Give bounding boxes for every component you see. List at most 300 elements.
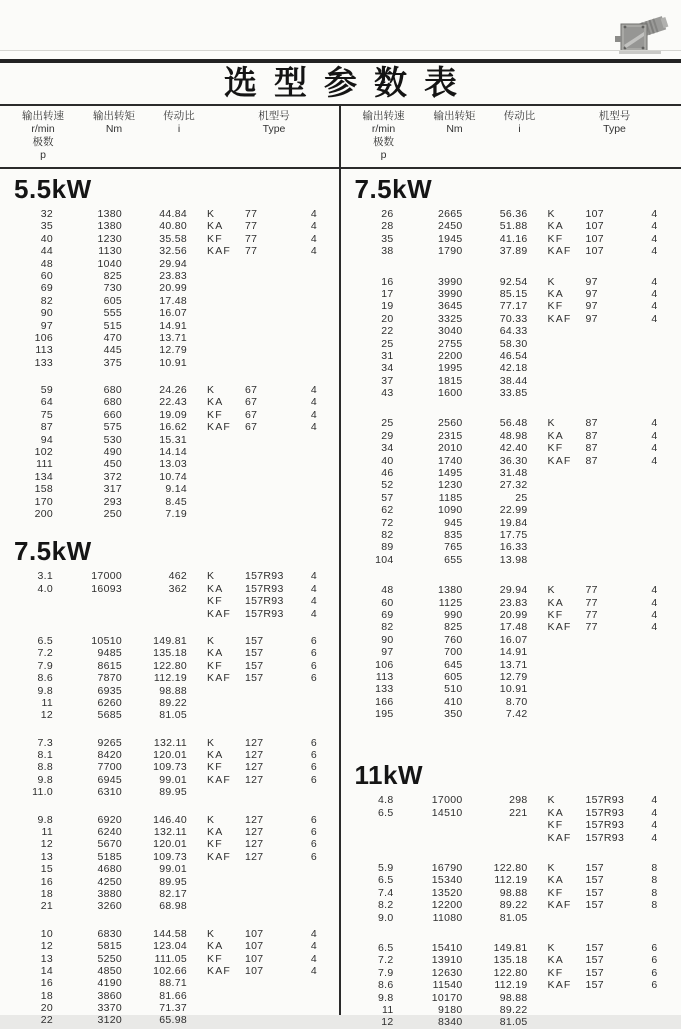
ratio-cell	[122, 608, 187, 620]
poles-cell: 4	[640, 584, 670, 596]
type-size-cell	[244, 483, 299, 495]
speed-cell: 7.9	[345, 967, 394, 979]
torque-cell: 375	[53, 357, 122, 369]
type-prefix-cell: KAF	[187, 774, 244, 786]
poles-cell: 4	[640, 819, 670, 831]
type-prefix-cell	[528, 504, 585, 516]
speed-cell: 15	[4, 863, 53, 875]
speed-cell: 69	[4, 282, 53, 294]
torque-cell: 730	[53, 282, 122, 294]
type-size-cell	[244, 471, 299, 483]
type-prefix-cell	[528, 683, 585, 695]
table-row	[4, 647, 339, 659]
power-section-heading: 5.5kW	[14, 174, 339, 204]
type-prefix-cell: KAF	[528, 245, 585, 257]
type-size-cell	[585, 992, 640, 1004]
poles-cell	[640, 708, 670, 720]
type-size-cell: 97	[585, 288, 640, 300]
type-prefix-cell	[187, 282, 244, 294]
torque-cell: 700	[394, 646, 463, 658]
torque-cell: 13520	[394, 887, 463, 899]
data-block	[345, 942, 681, 1029]
table-row	[4, 295, 339, 307]
speed-cell	[4, 608, 53, 620]
type-size-cell	[585, 1004, 640, 1016]
torque-cell: 3990	[394, 288, 463, 300]
torque-cell: 410	[394, 696, 463, 708]
poles-cell	[640, 683, 670, 695]
speed-cell: 20	[4, 1002, 53, 1014]
speed-cell: 90	[4, 307, 53, 319]
type-size-cell	[585, 708, 640, 720]
speed-cell: 97	[345, 646, 394, 658]
type-prefix-cell: KF	[528, 300, 585, 312]
table-row	[345, 646, 681, 658]
ratio-cell: 144.58	[122, 928, 187, 940]
poles-cell	[299, 471, 329, 483]
ratio-cell: 12.79	[122, 344, 187, 356]
poles-cell	[299, 344, 329, 356]
table-row	[4, 953, 339, 965]
speed-cell: 17	[345, 288, 394, 300]
table-row	[4, 344, 339, 356]
poles-cell	[299, 990, 329, 1002]
speed-cell: 106	[345, 659, 394, 671]
torque-cell: 510	[394, 683, 463, 695]
table-row	[4, 421, 339, 433]
ratio-cell: 89.22	[463, 1004, 528, 1016]
ratio-cell: 98.88	[463, 887, 528, 899]
header-type-unit: Type	[553, 123, 677, 136]
ratio-cell	[122, 595, 187, 607]
torque-cell: 6935	[53, 685, 122, 697]
poles-cell: 6	[640, 967, 670, 979]
poles-cell	[299, 876, 329, 888]
speed-cell: 34	[345, 442, 394, 454]
torque-cell: 6945	[53, 774, 122, 786]
ratio-cell: 85.15	[463, 288, 528, 300]
ratio-cell: 99.01	[122, 774, 187, 786]
torque-cell: 825	[394, 621, 463, 633]
type-prefix-cell: KF	[187, 595, 244, 607]
ratio-cell: 89.22	[122, 697, 187, 709]
poles-cell: 4	[299, 220, 329, 232]
torque-cell	[394, 832, 463, 844]
poles-cell	[299, 332, 329, 344]
ratio-cell: 17.48	[122, 295, 187, 307]
torque-cell: 2200	[394, 350, 463, 362]
type-prefix-cell: KF	[187, 838, 244, 850]
type-prefix-cell	[528, 1016, 585, 1028]
ratio-cell: 132.11	[122, 826, 187, 838]
speed-cell: 4.8	[345, 794, 394, 806]
poles-cell: 4	[640, 621, 670, 633]
type-size-cell: 77	[244, 220, 299, 232]
type-size-cell: 107	[244, 965, 299, 977]
speed-cell: 11	[345, 1004, 394, 1016]
ratio-cell: 10.91	[463, 683, 528, 695]
ratio-cell: 56.36	[463, 208, 528, 220]
table-row	[4, 965, 339, 977]
poles-cell: 4	[640, 220, 670, 232]
table-row	[345, 387, 681, 399]
torque-cell: 11080	[394, 912, 463, 924]
ratio-cell: 22.99	[463, 504, 528, 516]
poles-cell: 4	[640, 455, 670, 467]
speed-cell: 60	[4, 270, 53, 282]
data-block	[4, 384, 339, 520]
ratio-cell: 13.03	[122, 458, 187, 470]
torque-cell: 660	[53, 409, 122, 421]
ratio-cell: 89.95	[122, 786, 187, 798]
table-row	[345, 708, 681, 720]
type-size-cell	[585, 517, 640, 529]
type-prefix-cell: K	[528, 942, 585, 954]
ratio-cell: 16.62	[122, 421, 187, 433]
table-body-right	[341, 169, 681, 1029]
type-prefix-cell: K	[187, 737, 244, 749]
table-row	[4, 761, 339, 773]
header-ratio-label: 传动比	[487, 110, 553, 123]
torque-cell: 12630	[394, 967, 463, 979]
torque-cell: 15410	[394, 942, 463, 954]
table-row	[345, 794, 681, 806]
table-row	[4, 332, 339, 344]
poles-cell	[640, 671, 670, 683]
type-prefix-cell	[528, 659, 585, 671]
speed-cell: 8.6	[345, 979, 394, 991]
type-prefix-cell	[187, 685, 244, 697]
poles-cell: 4	[640, 832, 670, 844]
type-prefix-cell	[528, 479, 585, 491]
type-prefix-cell: KF	[187, 953, 244, 965]
type-size-cell	[244, 508, 299, 520]
torque-cell: 765	[394, 541, 463, 553]
speed-cell: 133	[4, 357, 53, 369]
speed-cell	[345, 819, 394, 831]
type-size-cell	[244, 977, 299, 989]
type-size-cell: 157	[585, 874, 640, 886]
table-row	[4, 508, 339, 520]
table-row	[345, 1004, 681, 1016]
type-size-cell: 107	[244, 928, 299, 940]
ratio-cell: 122.80	[463, 862, 528, 874]
torque-cell: 6310	[53, 786, 122, 798]
type-prefix-cell	[187, 697, 244, 709]
torque-cell: 10510	[53, 635, 122, 647]
torque-cell: 445	[53, 344, 122, 356]
type-prefix-cell: KF	[187, 233, 244, 245]
type-prefix-cell: KA	[528, 807, 585, 819]
type-prefix-cell	[528, 671, 585, 683]
torque-cell: 17000	[53, 570, 122, 582]
power-section	[345, 720, 681, 1028]
speed-cell: 21	[4, 900, 53, 912]
table-row	[345, 1016, 681, 1028]
ratio-cell: 99.01	[122, 863, 187, 875]
table-row	[4, 208, 339, 220]
speed-cell: 46	[345, 467, 394, 479]
type-prefix-cell	[187, 295, 244, 307]
table-row	[345, 696, 681, 708]
type-size-cell: 157R93	[244, 570, 299, 582]
poles-cell: 4	[640, 430, 670, 442]
poles-cell	[640, 387, 670, 399]
ratio-cell: 16.33	[463, 541, 528, 553]
type-prefix-cell	[528, 912, 585, 924]
type-size-cell	[585, 1016, 640, 1028]
type-size-cell: 107	[585, 208, 640, 220]
torque-cell: 825	[53, 270, 122, 282]
table-row	[4, 446, 339, 458]
ratio-cell: 123.04	[122, 940, 187, 952]
table-row	[4, 608, 339, 620]
torque-cell: 555	[53, 307, 122, 319]
speed-cell: 22	[345, 325, 394, 337]
table-row	[4, 409, 339, 421]
ratio-cell: 12.79	[463, 671, 528, 683]
table-row	[4, 595, 339, 607]
data-block	[4, 737, 339, 799]
header-type	[553, 110, 677, 136]
ratio-cell: 22.43	[122, 396, 187, 408]
speed-cell: 38	[345, 245, 394, 257]
header-ratio-unit: i	[146, 123, 212, 136]
torque-cell: 2450	[394, 220, 463, 232]
torque-cell: 680	[53, 384, 122, 396]
table-row	[345, 992, 681, 1004]
torque-cell: 1945	[394, 233, 463, 245]
poles-cell	[640, 1016, 670, 1028]
header-speed-unit: r/min	[4, 123, 82, 136]
type-prefix-cell: KAF	[187, 608, 244, 620]
speed-cell: 113	[4, 344, 53, 356]
poles-cell: 4	[299, 940, 329, 952]
type-size-cell	[244, 258, 299, 270]
poles-cell	[640, 338, 670, 350]
table-row	[4, 786, 339, 798]
torque-cell: 16790	[394, 862, 463, 874]
type-size-cell	[244, 357, 299, 369]
type-size-cell	[585, 634, 640, 646]
power-section	[345, 171, 681, 720]
torque-cell: 13910	[394, 954, 463, 966]
ratio-cell: 58.30	[463, 338, 528, 350]
type-prefix-cell	[187, 786, 244, 798]
torque-cell: 3990	[394, 276, 463, 288]
type-size-cell	[244, 434, 299, 446]
table-row	[345, 529, 681, 541]
table-row	[345, 584, 681, 596]
torque-cell: 1815	[394, 375, 463, 387]
type-size-cell: 127	[244, 851, 299, 863]
type-size-cell	[585, 683, 640, 695]
type-size-cell: 67	[244, 421, 299, 433]
poles-cell	[299, 496, 329, 508]
table-row	[345, 245, 681, 257]
table-left-half	[0, 106, 341, 1015]
speed-cell: 89	[345, 541, 394, 553]
speed-cell: 20	[345, 313, 394, 325]
speed-cell: 69	[345, 609, 394, 621]
type-size-cell: 67	[244, 409, 299, 421]
poles-cell	[640, 325, 670, 337]
speed-cell: 9.0	[345, 912, 394, 924]
ratio-cell: 462	[122, 570, 187, 582]
poles-cell	[640, 554, 670, 566]
torque-cell: 9180	[394, 1004, 463, 1016]
type-prefix-cell: KAF	[528, 832, 585, 844]
type-size-cell: 107	[244, 940, 299, 952]
type-prefix-cell	[528, 517, 585, 529]
poles-cell: 6	[299, 660, 329, 672]
torque-cell: 760	[394, 634, 463, 646]
ratio-cell: 32.56	[122, 245, 187, 257]
poles-cell	[640, 696, 670, 708]
table-row	[4, 888, 339, 900]
type-size-cell: 157	[585, 979, 640, 991]
table-row	[345, 671, 681, 683]
header-speed	[345, 110, 423, 136]
poles-cell: 6	[299, 851, 329, 863]
poles-cell: 4	[299, 245, 329, 257]
type-prefix-cell: KAF	[528, 899, 585, 911]
type-size-cell: 157	[585, 942, 640, 954]
table-row	[4, 940, 339, 952]
type-size-cell	[244, 282, 299, 294]
table-row	[345, 208, 681, 220]
type-prefix-cell: KF	[528, 967, 585, 979]
table-row	[4, 357, 339, 369]
ratio-cell: 10.74	[122, 471, 187, 483]
speed-cell: 6.5	[345, 942, 394, 954]
speed-cell: 9.8	[4, 814, 53, 826]
type-prefix-cell	[528, 541, 585, 553]
table-row	[345, 325, 681, 337]
type-prefix-cell	[187, 258, 244, 270]
table-row	[345, 912, 681, 924]
poles-cell: 4	[640, 288, 670, 300]
speed-cell: 37	[345, 375, 394, 387]
poles-cell	[299, 508, 329, 520]
table-row	[345, 541, 681, 553]
torque-cell: 645	[394, 659, 463, 671]
poles-cell: 4	[299, 409, 329, 421]
type-prefix-cell: KA	[187, 647, 244, 659]
speed-cell: 111	[4, 458, 53, 470]
table-row	[345, 683, 681, 695]
poles-cell: 4	[299, 595, 329, 607]
poles-cell	[640, 912, 670, 924]
torque-cell: 8340	[394, 1016, 463, 1028]
type-prefix-cell: K	[528, 276, 585, 288]
type-size-cell: 107	[585, 245, 640, 257]
poles-cell	[640, 1004, 670, 1016]
torque-cell: 4190	[53, 977, 122, 989]
type-size-cell	[585, 479, 640, 491]
table-row	[345, 659, 681, 671]
header-ratio-unit: i	[487, 123, 553, 136]
torque-cell: 15340	[394, 874, 463, 886]
table-row	[345, 313, 681, 325]
torque-cell: 8615	[53, 660, 122, 672]
table-row	[345, 597, 681, 609]
type-prefix-cell: KA	[187, 220, 244, 232]
torque-cell: 2315	[394, 430, 463, 442]
ratio-cell: 14.91	[122, 320, 187, 332]
speed-cell: 75	[4, 409, 53, 421]
torque-cell: 5685	[53, 709, 122, 721]
table-row	[345, 554, 681, 566]
torque-cell: 4250	[53, 876, 122, 888]
torque-cell: 3260	[53, 900, 122, 912]
type-size-cell	[585, 541, 640, 553]
torque-cell: 680	[53, 396, 122, 408]
data-block	[345, 794, 681, 844]
type-size-cell	[244, 446, 299, 458]
power-section-heading: 7.5kW	[355, 174, 681, 204]
speed-cell: 28	[345, 220, 394, 232]
speed-cell: 90	[345, 634, 394, 646]
type-prefix-cell: KA	[528, 954, 585, 966]
speed-cell: 94	[4, 434, 53, 446]
speed-cell: 62	[345, 504, 394, 516]
table-row	[345, 430, 681, 442]
top-thick-rule	[0, 59, 681, 63]
selection-table	[0, 104, 681, 1015]
ratio-cell: 51.88	[463, 220, 528, 232]
torque-cell: 1040	[53, 258, 122, 270]
type-prefix-cell	[187, 508, 244, 520]
speed-cell: 166	[345, 696, 394, 708]
type-size-cell: 127	[244, 749, 299, 761]
ratio-cell: 135.18	[122, 647, 187, 659]
torque-cell: 450	[53, 458, 122, 470]
table-row	[345, 479, 681, 491]
speed-cell: 22	[4, 1014, 53, 1026]
type-size-cell	[244, 990, 299, 1002]
table-row	[4, 863, 339, 875]
type-size-cell: 107	[585, 220, 640, 232]
torque-cell: 6240	[53, 826, 122, 838]
header-type-unit: Type	[212, 123, 336, 136]
speed-cell: 6.5	[4, 635, 53, 647]
table-row	[345, 276, 681, 288]
type-prefix-cell	[187, 434, 244, 446]
torque-cell: 350	[394, 708, 463, 720]
ratio-cell: 112.19	[463, 874, 528, 886]
speed-cell: 8.1	[4, 749, 53, 761]
poles-cell: 4	[640, 794, 670, 806]
table-row	[4, 496, 339, 508]
header-poles-label: 极数	[345, 136, 423, 149]
table-row	[4, 434, 339, 446]
type-prefix-cell	[528, 467, 585, 479]
speed-cell: 14	[4, 965, 53, 977]
poles-cell: 4	[299, 583, 329, 595]
ratio-cell: 221	[463, 807, 528, 819]
speed-cell: 13	[4, 851, 53, 863]
header-torque-unit: Nm	[82, 123, 146, 136]
type-size-cell	[585, 362, 640, 374]
speed-cell: 7.4	[345, 887, 394, 899]
ratio-cell: 111.05	[122, 953, 187, 965]
poles-cell: 8	[640, 899, 670, 911]
ratio-cell: 298	[463, 794, 528, 806]
speed-cell: 200	[4, 508, 53, 520]
poles-cell: 4	[640, 245, 670, 257]
table-row	[4, 928, 339, 940]
